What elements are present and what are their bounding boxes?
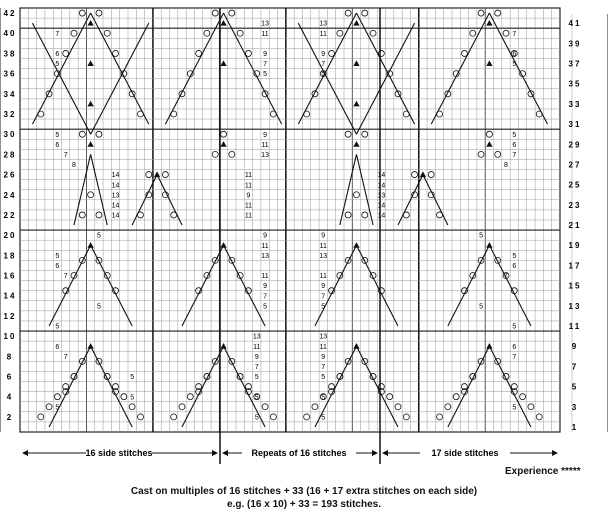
stitch-count-number: 5 bbox=[96, 303, 101, 311]
stitch-count-number: 6 bbox=[512, 343, 517, 351]
stitch-count-number: 13 bbox=[377, 192, 386, 200]
stitch-count-number: 5 bbox=[479, 232, 484, 240]
left-row-number: 18 bbox=[3, 251, 17, 261]
stitch-count-number: 14 bbox=[377, 172, 386, 180]
stitch-count-number: 11 bbox=[261, 30, 269, 38]
stitch-count-number: 5 bbox=[55, 323, 60, 331]
stitch-count-number: 11 bbox=[261, 242, 269, 250]
stitch-count-number: 5 bbox=[254, 394, 259, 402]
right-row-number: 41 bbox=[568, 19, 582, 29]
stitch-count-number: 7 bbox=[263, 61, 268, 69]
stitch-count-number: 8 bbox=[504, 162, 508, 170]
stitch-count-number: 9 bbox=[263, 131, 268, 139]
stitch-count-number: 7 bbox=[321, 61, 326, 69]
stitch-count-number: 13 bbox=[319, 252, 328, 260]
stitch-count-number: 5 bbox=[254, 414, 259, 422]
left-row-number: 22 bbox=[3, 210, 17, 220]
stitch-count-number: 5 bbox=[254, 374, 259, 382]
legend-arrowhead bbox=[222, 450, 228, 456]
right-row-number: 25 bbox=[568, 180, 582, 190]
stitch-count-number: 11 bbox=[319, 343, 327, 351]
legend-arrowhead bbox=[552, 450, 558, 456]
stitch-count-number: 7 bbox=[263, 293, 268, 301]
stitch-count-number: 9 bbox=[263, 232, 268, 240]
left-row-number: 20 bbox=[3, 231, 17, 241]
stitch-count-number: 7 bbox=[321, 293, 326, 301]
right-row-number: 19 bbox=[568, 241, 582, 251]
left-row-number: 40 bbox=[3, 29, 17, 39]
stitch-count-number: 7 bbox=[63, 353, 68, 361]
stitch-count-number: 13 bbox=[252, 333, 261, 341]
stitch-count-number: 6 bbox=[55, 141, 60, 149]
stitch-count-number: 7 bbox=[63, 273, 68, 281]
stitch-count-number: 14 bbox=[111, 172, 120, 180]
right-row-number: 39 bbox=[568, 39, 582, 49]
left-row-number: 26 bbox=[3, 170, 17, 180]
right-row-number: 5 bbox=[571, 382, 579, 392]
stitch-count-number: 5 bbox=[512, 404, 517, 412]
right-row-number: 23 bbox=[568, 200, 582, 210]
legend-arrowhead bbox=[212, 450, 218, 456]
stitch-count-number: 9 bbox=[263, 283, 268, 291]
stitch-count-number: 5 bbox=[263, 303, 268, 311]
legend-arrowhead bbox=[382, 450, 388, 456]
right-row-number: 29 bbox=[568, 140, 582, 150]
stitch-count-number: 7 bbox=[63, 151, 68, 159]
stitch-count-number: 11 bbox=[253, 343, 261, 351]
legend-arrowhead bbox=[22, 450, 28, 456]
right-row-number: 7 bbox=[571, 362, 579, 372]
left-row-number: 38 bbox=[3, 49, 17, 59]
stitch-count-number: 7 bbox=[512, 353, 517, 361]
right-row-number: 3 bbox=[571, 402, 579, 412]
stitch-count-number: 7 bbox=[55, 30, 60, 38]
experience-rating: Experience ***** bbox=[505, 466, 581, 477]
stitch-count-number: 6 bbox=[512, 263, 517, 271]
stitch-count-number: 5 bbox=[321, 374, 326, 382]
stitch-count-number: 5 bbox=[263, 71, 268, 79]
left-row-number: 32 bbox=[3, 110, 17, 119]
legend-middle-label: Repeats of 16 stitches bbox=[251, 448, 347, 458]
stitch-count-number: 11 bbox=[261, 141, 269, 149]
stitch-count-number: 11 bbox=[261, 273, 269, 281]
left-row-number: 4 bbox=[6, 392, 14, 402]
stitch-count-number: 13 bbox=[319, 20, 328, 28]
stitch-count-number: 5 bbox=[479, 303, 484, 311]
stitch-count-number: 11 bbox=[244, 172, 253, 180]
stitch-count-number: 14 bbox=[111, 212, 120, 220]
stitch-count-number: 9 bbox=[321, 283, 326, 291]
left-row-number: 24 bbox=[3, 190, 17, 200]
stitch-count-number: 5 bbox=[55, 252, 60, 260]
right-row-number: 1 bbox=[571, 422, 579, 432]
left-row-number: 16 bbox=[3, 271, 17, 281]
stitch-count-number: 14 bbox=[377, 202, 386, 210]
stitch-count-number: 6 bbox=[512, 51, 517, 59]
stitch-count-number: 5 bbox=[512, 252, 517, 260]
left-row-number: 8 bbox=[6, 352, 14, 362]
left-row-number: 36 bbox=[3, 69, 17, 79]
cast-on-instruction: Cast on multiples of 16 stitches + 33 (16 + 17 extra stitches on each side) bbox=[130, 486, 478, 497]
stitch-count-number: 5 bbox=[130, 394, 135, 402]
right-row-number: 17 bbox=[568, 261, 582, 271]
right-row-number: 9 bbox=[571, 342, 579, 352]
stitch-count-number: 9 bbox=[321, 51, 326, 59]
stitch-count-number: 6 bbox=[55, 343, 60, 351]
legend-arrowhead bbox=[372, 450, 378, 456]
stitch-count-number: 9 bbox=[321, 353, 326, 361]
stitch-count-number: 9 bbox=[321, 232, 326, 240]
left-row-number: 42 bbox=[3, 9, 17, 19]
stitch-count-number: 9 bbox=[254, 353, 259, 361]
stitch-count-number: 6 bbox=[55, 51, 60, 59]
stitch-count-number: 5 bbox=[55, 61, 60, 69]
stitch-count-number: 11 bbox=[244, 212, 253, 220]
stitch-count-number: 5 bbox=[512, 131, 517, 139]
right-row-number: 15 bbox=[568, 281, 582, 291]
stitch-count-number: 7 bbox=[321, 363, 326, 371]
left-row-number: 12 bbox=[3, 311, 17, 321]
right-row-number: 33 bbox=[568, 99, 582, 109]
stitch-count-number: 5 bbox=[512, 323, 517, 331]
left-row-number: 14 bbox=[3, 291, 17, 301]
stitch-count-number: 13 bbox=[111, 192, 120, 200]
stitch-count-number: 14 bbox=[377, 182, 386, 190]
right-row-number: 35 bbox=[568, 79, 582, 89]
stitch-count-number: 5 bbox=[55, 404, 60, 412]
stitch-count-number: 5 bbox=[130, 374, 135, 382]
stitch-count-number: 7 bbox=[254, 363, 259, 371]
stitch-count-number: 6 bbox=[55, 263, 60, 271]
left-row-number: 34 bbox=[3, 89, 17, 99]
right-row-number: 11 bbox=[568, 322, 582, 331]
stitch-count-number: 7 bbox=[512, 151, 517, 159]
stitch-count-number: 7 bbox=[504, 273, 508, 281]
stitch-count-number: 11 bbox=[319, 273, 327, 281]
left-row-number: 28 bbox=[3, 150, 17, 160]
right-row-number: 37 bbox=[568, 59, 582, 69]
right-row-number: 27 bbox=[568, 160, 582, 170]
stitch-count-number: 14 bbox=[377, 212, 386, 220]
stitch-count-number: 6 bbox=[512, 141, 517, 149]
left-row-number: 2 bbox=[6, 412, 14, 422]
stitch-count-number: 5 bbox=[55, 131, 60, 139]
stitch-count-number: 13 bbox=[261, 151, 269, 159]
left-row-number: 10 bbox=[3, 332, 17, 342]
stitch-count-number: 14 bbox=[111, 202, 120, 210]
legend-left-label: 16 side stitches bbox=[85, 448, 153, 458]
stitch-count-number: 5 bbox=[321, 414, 326, 422]
stitch-count-number: 9 bbox=[263, 51, 268, 59]
stitch-count-number: 5 bbox=[321, 394, 326, 402]
stitch-count-number: 5 bbox=[512, 61, 517, 69]
right-row-number: 13 bbox=[568, 301, 582, 311]
stitch-count-number: 7 bbox=[512, 30, 517, 38]
stitch-count-number: 11 bbox=[319, 242, 327, 250]
stitch-count-number: 14 bbox=[111, 182, 120, 190]
left-row-number: 30 bbox=[3, 130, 17, 140]
stitch-count-number: 5 bbox=[321, 71, 326, 79]
stitch-count-number: 13 bbox=[319, 333, 328, 341]
stitch-count-number: 5 bbox=[321, 303, 326, 311]
legend-right-label: 17 side stitches bbox=[431, 448, 499, 458]
stitch-count-number: 11 bbox=[244, 182, 253, 190]
right-row-number: 31 bbox=[568, 120, 582, 130]
chart-grid bbox=[20, 8, 560, 432]
stitch-count-number: 11 bbox=[319, 30, 327, 38]
cast-on-example: e.g. (16 x 10) + 33 = 193 stitches. bbox=[227, 499, 381, 510]
stitch-count-number: 8 bbox=[72, 162, 76, 170]
stitch-count-number: 5 bbox=[96, 232, 101, 240]
right-row-number: 21 bbox=[568, 221, 582, 231]
left-row-number: 6 bbox=[6, 372, 14, 382]
stitch-count-number: 11 bbox=[244, 202, 253, 210]
stitch-count-number: 13 bbox=[261, 252, 269, 260]
stitch-count-number: 9 bbox=[246, 192, 251, 200]
stitch-count-number: 13 bbox=[261, 20, 269, 28]
